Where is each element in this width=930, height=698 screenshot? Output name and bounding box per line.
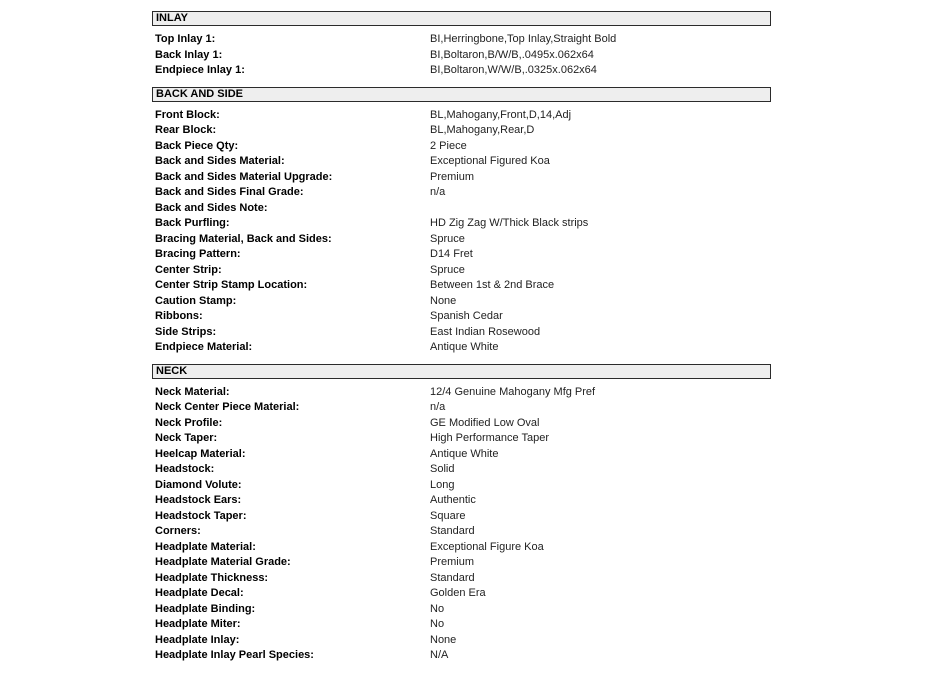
row-value: HD Zig Zag W/Thick Black strips [430, 217, 589, 229]
row-value: n/a [430, 186, 446, 198]
section-header [152, 364, 771, 379]
row-label: Bracing Material, Back and Sides: [155, 232, 332, 245]
row-value: Antique White [430, 447, 499, 460]
spec-row [152, 617, 771, 633]
spec-row [152, 154, 771, 170]
spec-row [152, 633, 771, 649]
row-value: Exceptional Figured Koa [430, 155, 550, 167]
row-value: Spanish Cedar [430, 310, 503, 322]
spec-row [152, 216, 771, 232]
spec-row [152, 462, 771, 478]
row-label: Headplate Material Grade: [155, 556, 291, 568]
row-label: Back and Sides Final Grade: [155, 186, 304, 198]
spec-row [152, 263, 771, 279]
row-value: Premium [430, 556, 475, 568]
row-value: East Indian Rosewood [430, 325, 541, 338]
row-value: GE Modified Low Oval [430, 416, 540, 429]
row-value: BL,Mahogany,Rear,D [430, 124, 535, 136]
section-title: BACK AND SIDE [156, 87, 243, 100]
row-value: BI,Boltaron,B/W/B,.0495x.062x64 [430, 48, 594, 61]
section-header [152, 87, 771, 102]
row-value: Square [430, 509, 466, 522]
row-label: Corners: [155, 525, 201, 537]
row-label: Neck Taper: [155, 432, 218, 444]
spec-row [152, 540, 771, 556]
row-label: Back Purfling: [155, 217, 230, 229]
row-value: Authentic [430, 494, 476, 506]
row-label: Rear Block: [155, 124, 217, 136]
row-value: Long [430, 478, 455, 491]
row-value: D14 Fret [430, 248, 473, 260]
spec-section [152, 11, 771, 79]
row-value: No [430, 602, 445, 615]
spec-row [152, 325, 771, 341]
row-label: Bracing Pattern: [155, 248, 241, 260]
row-value: Antique White [430, 341, 499, 353]
spec-row [152, 385, 771, 401]
row-label: Headstock Ears: [155, 494, 242, 506]
row-label: Headstock Taper: [155, 509, 247, 522]
spec-row [152, 123, 771, 139]
spec-sheet [152, 11, 771, 672]
section-title: NECK [156, 364, 188, 377]
section-rows [152, 32, 771, 79]
row-label: Endpiece Inlay 1: [155, 64, 245, 76]
spec-row [152, 247, 771, 263]
row-value: Standard [430, 525, 475, 537]
spec-row [152, 63, 771, 79]
spec-row [152, 447, 771, 463]
row-value: Exceptional Figure Koa [430, 540, 544, 553]
spec-row [152, 139, 771, 155]
spec-row [152, 309, 771, 325]
row-value: Spruce [430, 263, 465, 276]
row-label: Diamond Volute: [155, 478, 242, 491]
row-value: Between 1st & 2nd Brace [430, 279, 555, 291]
spec-section [152, 364, 771, 664]
spec-row [152, 108, 771, 124]
spec-row [152, 478, 771, 494]
row-value: Spruce [430, 232, 465, 245]
spec-row [152, 509, 771, 525]
spec-row [152, 400, 771, 416]
row-label: Ribbons: [155, 310, 203, 322]
spec-row [152, 524, 771, 540]
row-label: Front Block: [155, 108, 220, 121]
spec-row [152, 602, 771, 618]
row-label: Back and Sides Note: [155, 201, 268, 214]
row-value: Solid [430, 463, 455, 475]
row-label: Headplate Material: [155, 540, 256, 553]
row-label: Headplate Miter: [155, 618, 241, 630]
row-value: BI,Herringbone,Top Inlay,Straight Bold [430, 33, 617, 45]
spec-row [152, 493, 771, 509]
spec-row [152, 185, 771, 201]
spec-row [152, 170, 771, 186]
row-value: BL,Mahogany,Front,D,14,Adj [430, 108, 572, 121]
row-label: Back and Sides Material: [155, 155, 285, 167]
spec-row [152, 571, 771, 587]
row-label: Back and Sides Material Upgrade: [155, 170, 333, 183]
spec-row [152, 48, 771, 64]
row-label: Headplate Binding: [155, 602, 256, 615]
row-value: N/A [430, 649, 449, 661]
row-label: Neck Profile: [155, 416, 223, 429]
spec-section [152, 87, 771, 356]
spec-row [152, 555, 771, 571]
row-label: Center Strip: [155, 263, 222, 276]
spec-row [152, 416, 771, 432]
row-label: Back Inlay 1: [155, 48, 223, 61]
row-label: Headplate Inlay: [155, 633, 240, 646]
row-value: BI,Boltaron,W/W/B,.0325x.062x64 [430, 64, 597, 76]
row-label: Neck Material: [155, 385, 230, 398]
row-value: None [430, 633, 457, 646]
section-rows [152, 385, 771, 664]
row-label: Headplate Inlay Pearl Species: [155, 649, 314, 661]
row-label: Headplate Decal: [155, 587, 244, 599]
row-label: Heelcap Material: [155, 447, 246, 460]
row-value: 2 Piece [430, 139, 467, 152]
row-label: Headstock: [155, 463, 215, 475]
spec-row [152, 201, 771, 217]
section-header [152, 11, 771, 26]
spec-row [152, 648, 771, 664]
row-value: Premium [430, 170, 475, 183]
row-label: Endpiece Material: [155, 341, 253, 353]
spec-row [152, 294, 771, 310]
row-label: Caution Stamp: [155, 294, 237, 307]
spec-row [152, 32, 771, 48]
row-value: Standard [430, 571, 475, 584]
row-label: Top Inlay 1: [155, 33, 216, 45]
section-rows [152, 108, 771, 356]
row-label: Center Strip Stamp Location: [155, 279, 308, 291]
spec-row [152, 232, 771, 248]
spec-row [152, 340, 771, 356]
row-label: Neck Center Piece Material: [155, 401, 300, 413]
section-title: INLAY [156, 12, 188, 24]
row-value: n/a [430, 401, 446, 413]
row-label: Headplate Thickness: [155, 571, 269, 584]
row-label: Side Strips: [155, 325, 217, 338]
spec-row [152, 278, 771, 294]
row-value: Golden Era [430, 587, 486, 599]
spec-row [152, 586, 771, 602]
row-value: None [430, 294, 457, 307]
row-value: 12/4 Genuine Mahogany Mfg Pref [430, 385, 596, 398]
row-value: High Performance Taper [430, 432, 550, 444]
row-value: No [430, 618, 445, 630]
row-label: Back Piece Qty: [155, 139, 239, 152]
spec-row [152, 431, 771, 447]
